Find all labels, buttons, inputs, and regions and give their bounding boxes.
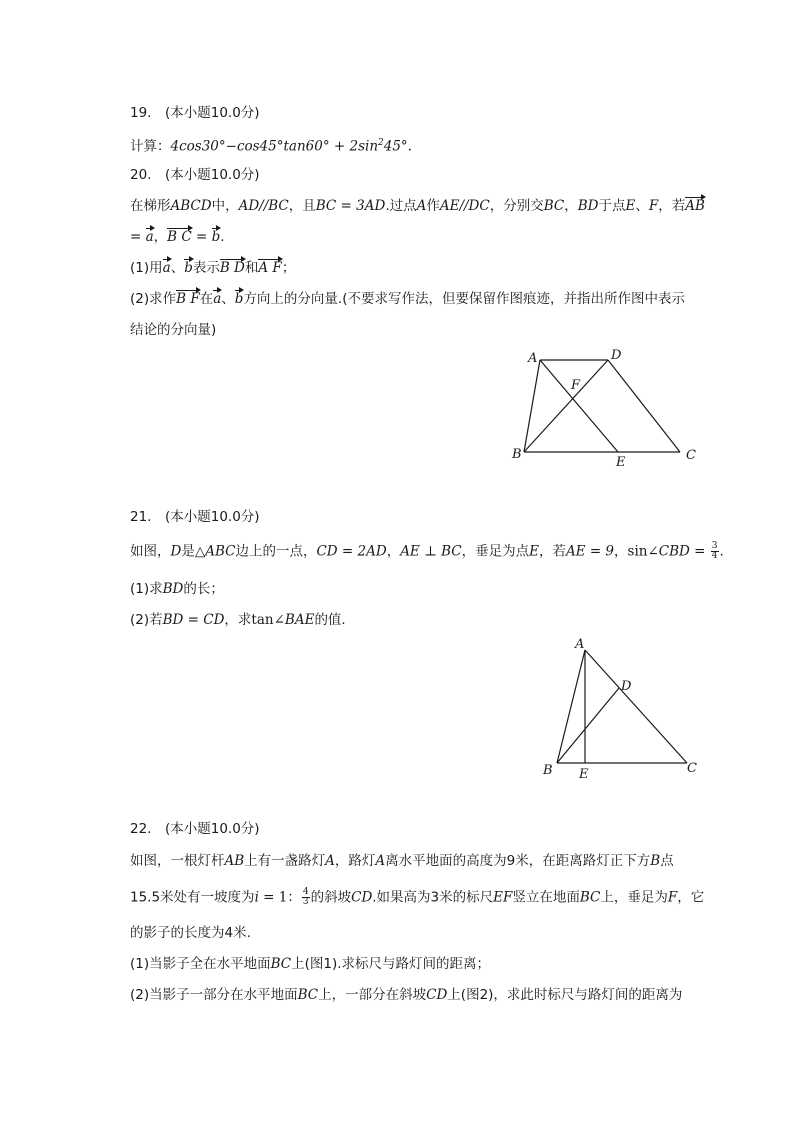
label-b: B: [543, 763, 553, 778]
text: ，垂足为点: [461, 543, 530, 560]
text: 表示: [192, 260, 220, 276]
math: B: [650, 853, 661, 869]
label-d: D: [621, 679, 632, 694]
problem-21-question-1: [130, 580, 224, 598]
math: △: [194, 543, 206, 560]
text: ，: [153, 229, 168, 245]
text: 上(图1).求标尺与路灯间的距离；: [291, 956, 491, 972]
label-a: A: [575, 637, 585, 652]
math: CD: [426, 987, 448, 1003]
text: 的斜坡: [310, 889, 352, 906]
problem-21-header: 21. (本小题10.0分): [130, 509, 260, 525]
calc-expression-end: 45°.: [383, 138, 412, 155]
problem-20-statement-line1: [130, 197, 705, 215]
math: E: [625, 198, 636, 214]
problem-20-header: 20. (本小题10.0分): [130, 167, 260, 183]
math: CD: [351, 889, 373, 906]
problem-19-header: 19. (本小题10.0分): [130, 105, 260, 121]
math: A: [416, 198, 427, 214]
segment-bd: [524, 360, 608, 452]
math: BC: [543, 198, 565, 214]
text: 、: [221, 291, 235, 307]
calc-expression: 4cos30°−cos45°tan60° + 2sin: [170, 138, 379, 155]
text: ，: [386, 543, 401, 560]
math: ABC: [205, 543, 236, 560]
problem-21-statement: [130, 542, 724, 561]
math: AD//BC: [238, 198, 289, 214]
math: BC: [579, 889, 601, 906]
text: 上，一部分在斜坡: [318, 987, 427, 1003]
vector-bf: B F: [176, 291, 200, 307]
fraction-denominator: 4: [711, 551, 718, 561]
text: ，路灯: [334, 853, 376, 869]
problem-22-header: 22. (本小题10.0分): [130, 821, 260, 837]
math: =: [689, 543, 710, 560]
math: AB: [224, 853, 245, 869]
segment-ac: [585, 650, 687, 763]
text: (1)求: [130, 581, 163, 597]
text: 如图，: [130, 543, 171, 560]
math: =: [191, 229, 212, 245]
text: 的长；: [183, 581, 224, 597]
text: 方向上的分向量.(不要求写作法，但要保留作图痕迹，并指出所作图中表示: [243, 291, 685, 307]
problem-22-statement-line3: 的影子的长度为4米.: [130, 925, 251, 941]
text: .: [220, 229, 225, 245]
math: A: [375, 853, 386, 869]
math: CD = 2AD: [316, 543, 387, 560]
problem-22-question-2: [130, 986, 682, 1004]
label-d: D: [611, 348, 622, 363]
text: 是: [181, 543, 195, 560]
math: BD: [577, 198, 599, 214]
segment-ab: [524, 360, 540, 452]
text: ，: [564, 198, 578, 214]
text: 在: [199, 291, 214, 307]
label-f: F: [571, 378, 581, 393]
fraction: [711, 542, 719, 561]
math: AE//DC: [439, 198, 490, 214]
problem-20-statement-line2: [130, 228, 225, 246]
vector-ab: AB: [685, 198, 705, 214]
problem-22-statement-line2: [130, 888, 704, 907]
math: tan∠: [251, 612, 285, 628]
math: E: [529, 543, 539, 560]
math: A: [325, 853, 335, 869]
problem-20-question-2: [130, 290, 685, 308]
text: 上，垂足为: [600, 889, 668, 906]
vector-a: a: [145, 229, 154, 245]
calc-label: 计算：: [130, 138, 171, 155]
problem-19-statement: [130, 134, 412, 156]
vector-b: b: [211, 229, 221, 245]
vector-bd: B D: [219, 260, 245, 276]
text: (1)当影子全在水平地面: [130, 956, 271, 972]
text: .如果高为3米的标尺: [372, 889, 494, 906]
text: 于点: [598, 198, 626, 214]
text: 如图，一根灯杆: [130, 853, 225, 869]
text: ；: [281, 260, 296, 276]
math: F: [648, 198, 659, 214]
label-e: E: [616, 455, 626, 470]
segment-dc: [608, 360, 680, 452]
label-a: A: [528, 351, 538, 366]
math: D: [170, 543, 182, 560]
problem-21-question-2: [130, 611, 346, 629]
text: ，求: [224, 612, 252, 628]
segment-ae: [540, 360, 618, 452]
text: (2)当影子一部分在水平地面: [130, 987, 298, 1003]
text: (2)求作: [130, 291, 177, 307]
text: 上有一盏路灯: [244, 853, 326, 869]
problem-21-figure: [535, 630, 710, 790]
text: 竖立在地面: [512, 889, 580, 906]
text: 和: [244, 260, 259, 276]
problem-20-question-2-cont: 结论的分向量): [130, 322, 217, 338]
text: 上(图2)，求此时标尺与路灯间的距离为: [447, 987, 683, 1003]
text: 15.5米处有一坡度为: [130, 889, 255, 906]
math: AE = 9: [565, 543, 615, 560]
fraction-numerator: 4: [302, 887, 309, 897]
math: BC: [270, 956, 292, 972]
problem-22-question-1: [130, 955, 490, 973]
text: ，: [614, 543, 628, 560]
text: 离水平地面的高度为9米，在距离路灯正下方: [385, 853, 651, 869]
label-b: B: [512, 447, 522, 462]
math: AE ⊥ BC: [400, 543, 462, 560]
text: 中，: [211, 198, 239, 214]
vector-b: b: [184, 260, 193, 276]
math: BD: [162, 581, 184, 597]
text: ，分别交: [489, 198, 544, 214]
math: ABCD: [170, 198, 212, 214]
calc-exponent: 2: [378, 138, 384, 148]
label-c: C: [686, 448, 696, 463]
text: 、: [170, 260, 185, 276]
text: ，它: [677, 889, 705, 906]
math: CBD: [658, 543, 690, 560]
text: ，若: [658, 198, 686, 214]
math: BD = CD: [162, 612, 225, 628]
math: i: [254, 889, 259, 906]
text: 点: [660, 853, 674, 869]
label-c: C: [687, 761, 697, 776]
problem-20-question-1: [130, 259, 295, 277]
text: ，且: [288, 198, 316, 214]
vector-a: a: [162, 260, 171, 276]
fraction-denominator: 3: [302, 897, 309, 907]
text: 边上的一点，: [235, 543, 317, 560]
vector-a: a: [213, 291, 222, 307]
text: (2)若: [130, 612, 163, 628]
text: .: [719, 543, 724, 560]
text: (1)用: [130, 260, 163, 276]
problem-22-statement-line1: [130, 852, 674, 870]
math: BC = 3AD: [315, 198, 386, 214]
math: =: [130, 229, 146, 245]
fraction: [302, 888, 310, 907]
text: 的值.: [314, 612, 346, 628]
text: 、: [635, 198, 649, 214]
fraction-numerator: 3: [711, 541, 718, 551]
text: .过点: [385, 198, 417, 214]
math: = 1：: [258, 889, 301, 906]
text: ，若: [538, 543, 566, 560]
text: 作: [426, 198, 440, 214]
math: F: [667, 889, 678, 906]
label-e: E: [579, 767, 589, 782]
problem-20-figure: [500, 340, 710, 480]
vector-bc: B C: [167, 229, 192, 245]
vector-b: b: [234, 291, 244, 307]
math: EF: [493, 889, 513, 906]
text: 在梯形: [130, 198, 171, 214]
vector-af: A F: [258, 260, 282, 276]
math: BAE: [284, 612, 315, 628]
math: BC: [297, 987, 319, 1003]
math: sin∠: [627, 543, 659, 560]
